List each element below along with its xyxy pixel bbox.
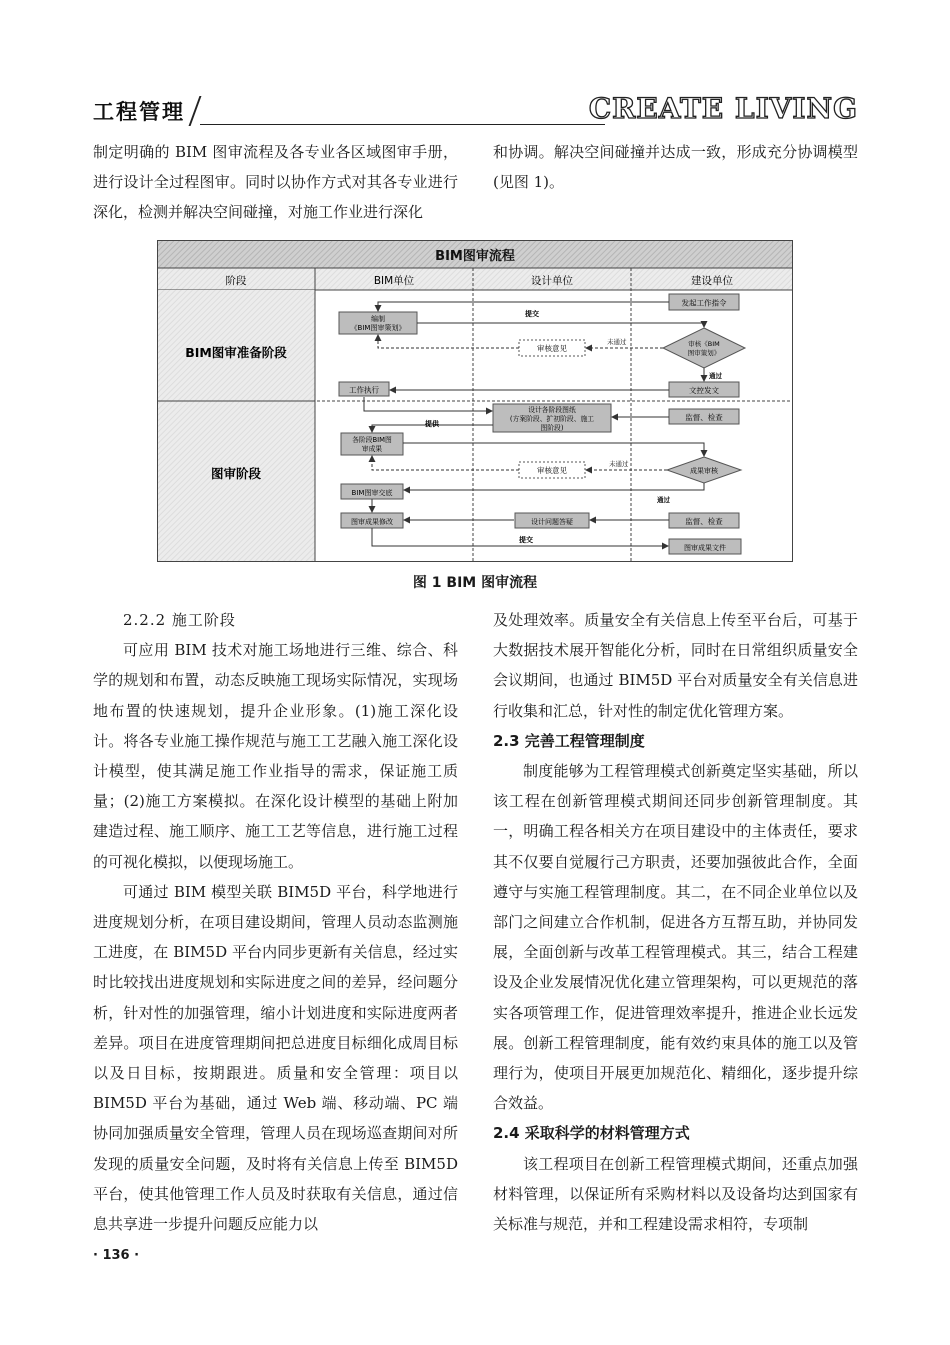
bim-review-flowchart (157, 240, 793, 562)
box-design-drawings-label-3: 图阶段) (540, 424, 564, 432)
arrow-label-submit-2: 提交 (519, 536, 533, 544)
box-review-comments-2-label: 审核意见 (537, 466, 567, 475)
column-header-construction-unit: 建设单位 (691, 275, 733, 287)
box-compile-label-2: 《BIM图审策划》 (350, 324, 406, 332)
header-rule (200, 124, 605, 125)
box-compile-label-1: 编制 (371, 315, 385, 323)
box-bim-results-label-2: 审成果 (361, 445, 383, 453)
stage-column-band (158, 290, 315, 561)
paragraph-material-management: 该工程项目在创新工程管理模式期间，还重点加强材料管理，以保证所有采购材料以及设备均达到国家有关标准与规范，并和工程建设需求相符，专项制 (493, 1154, 858, 1234)
column-header-design-unit: 设计单位 (531, 275, 573, 287)
page-number: · 136 · (93, 1248, 140, 1263)
top-left-paragraph: 制定明确的 BIM 图审流程及各专业各区域图审手册，进行设计全过程图审。同时以协作方式对其各专业进行深化，检测并解决空间碰撞，对施工作业进行深化 (93, 143, 458, 222)
subheading-construction-stage: 2.2.2 施工阶段 (123, 611, 236, 629)
header-slash-decoration (189, 96, 202, 126)
flowchart-title: BIM图审流程 (435, 249, 515, 264)
arrow-label-provide: 提供 (425, 420, 439, 428)
box-supervise-1-label: 监督、检查 (685, 413, 723, 422)
box-design-qa-label: 设计问题答疑 (531, 518, 573, 526)
top-right-paragraph: 和协调。解决空间碰撞并达成一致，形成充分协调模型(见图 1)。 (493, 143, 858, 192)
heading-section-2-4: 2.4 采取科学的材料管理方式 (493, 1124, 690, 1143)
stage-label-prep: BIM图审准备阶段 (185, 345, 287, 360)
box-supervise-2-label: 监督、检查 (685, 517, 723, 526)
paragraph-site-planning: 可应用 BIM 技术对施工场地进行三维、综合、科学的规划和布置，动态反映施工现场实际情况，实现场地布置的快速规划，提升企业形象。(1)施工深化设计。将各专业施工操作规范与施工工艺融入施工深化设计模型，使其满足施工作业指导的需求，保证施工质量；(2)施工方案模拟。在深化设计模型的基础上附加建造过程、施工顺序、施工工艺等信息，进行施工过程的可视化模拟，以便现场施工。 (93, 641, 458, 871)
top-left-column (93, 137, 458, 228)
decision-audit-plan-label-2: 图审策划》 (687, 349, 721, 357)
box-initiate-label: 发起工作指令 (681, 298, 727, 308)
arrow-label-pass-1: 通过 (709, 372, 722, 380)
journal-section-title: 工程管理 (93, 100, 185, 124)
decision-audit-plan-label-1: 审核《BIM (688, 340, 720, 348)
paragraph-management-system: 制度能够为工程管理模式创新奠定坚实基础，所以该工程在创新管理模式期间还同步创新管理制度。其一，明确工程各相关方在项目建设中的主体责任，要求其不仅要自觉履行己方职责，还要加强彼此合作，全面遵守与实施工程管理制度。其二，在不同企业单位以及部门之间建立合作机制，促进各方互帮互助，并协同发展，全面创新与改革工程管理模式。其三，结合工程建设及企业发展情况优化建立管理架构，可以更规范的落实各项管理工作，促进管理效率提升，推进企业长远发展。创新工程管理制度，能有效约束具体的施工以及管理行为，使项目开展更加规范化、精细化，逐步提升综合效益。 (493, 762, 858, 1113)
box-results-file-label: 图审成果文件 (684, 544, 726, 552)
box-review-comments-1-label: 审核意见 (537, 344, 567, 353)
arrow-label-fail-2: 未通过 (609, 460, 629, 468)
figure-caption: 图 1 BIM 图审流程 (412, 575, 538, 591)
stage-label-review: 图审阶段 (210, 466, 262, 481)
box-design-drawings-label-1: 设计各阶段图纸 (528, 406, 576, 414)
box-bim-results-label-1: 各阶段BIM图 (352, 436, 392, 444)
box-results-revise-label: 图审成果修改 (351, 518, 393, 526)
top-right-column (493, 137, 858, 197)
arrow-label-submit-1: 提交 (525, 310, 539, 318)
left-column (93, 605, 458, 1239)
paragraph-quality-continued: 及处理效率。质量安全有关信息上传至平台后，可基于大数据技术展开智能化分析，同时在日常组织质量安全会议期间，也通过 BIM5D 平台对质量安全有关信息进行收集和汇总，针对性的制定优化管理方案。 (493, 611, 858, 720)
right-column (493, 605, 858, 1239)
box-doc-issue-label: 文控发文 (689, 386, 719, 395)
decision-results-audit-label: 成果审核 (690, 467, 718, 475)
box-design-drawings-label-2: (方案阶段、扩初阶段、施工 (509, 415, 595, 423)
arrow-label-fail-1: 未通过 (607, 338, 627, 346)
column-header-bim-unit: BIM单位 (373, 275, 415, 287)
box-work-exec-label: 工作执行 (349, 385, 379, 395)
box-bim-submit-label: BIM图审交底 (351, 489, 393, 497)
arrow-label-pass-2: 通过 (657, 496, 670, 504)
paragraph-bim5d-progress: 可通过 BIM 模型关联 BIM5D 平台，科学地进行进度规划分析，在项目建设期间，管理人员动态监测施工进度，在 BIM5D 平台内同步更新有关信息，经过实时比较找出进度规划和实际进度之间的差异，经问题分析，针对性的加强管理，缩小计划进度和实际进度两者差异。项目在进度管理期间把总进度目标细化成周目标以及日目标，按期跟进。质量和安全管理：项目以 BIM5D 平台为基础，通过 Web 端、移动端、PC 端协同加强质量安全管理，管理人员在现场巡查期间对所发现的质量安全问题，及时将有关信息上传至 BIM5D 平台，使其他管理工作人员及时获取有关信息，通过信息共享进一步提升问题反应能力以 (93, 882, 458, 1234)
column-header-stage: 阶段 (225, 275, 247, 287)
heading-section-2-3: 2.3 完善工程管理制度 (493, 731, 645, 750)
journal-masthead: CREATE LIVING (588, 92, 858, 125)
